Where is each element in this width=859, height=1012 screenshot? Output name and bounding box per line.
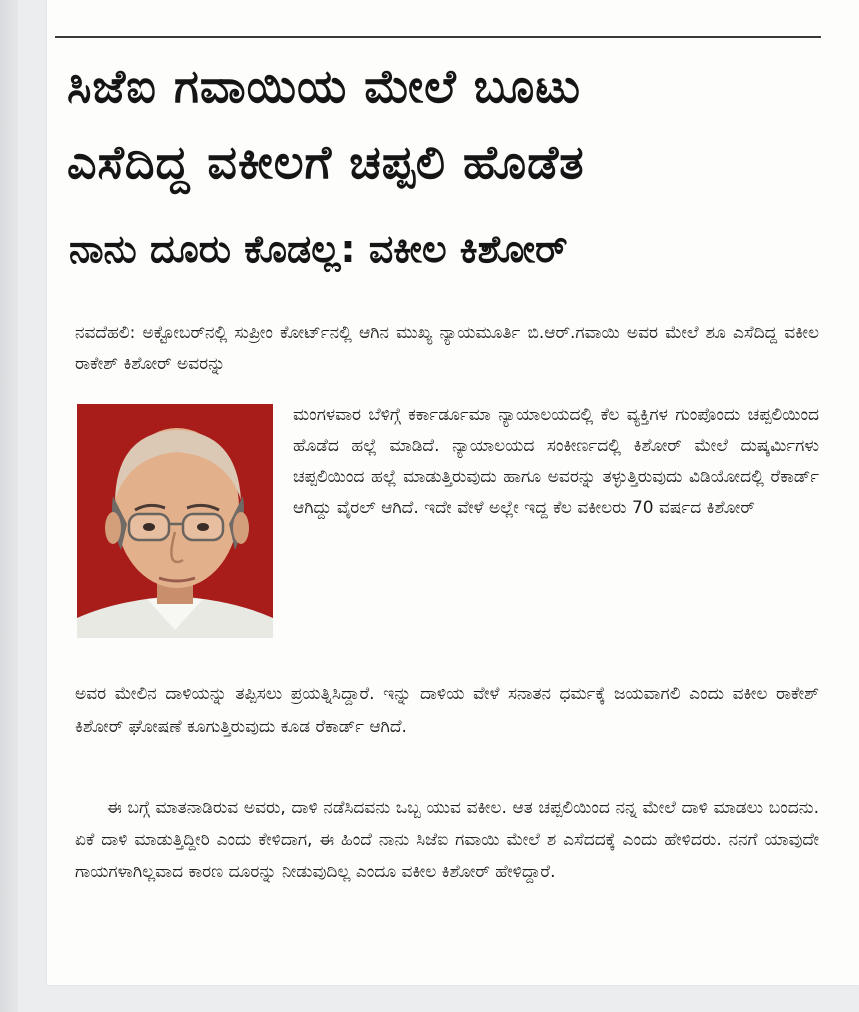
portrait-photo	[77, 404, 273, 638]
headline-line-2: ಎಸೆದಿದ್ದ ವಕೀಲಗೆ ಚಪ್ಪಲಿ ಹೊಡೆತ	[67, 135, 585, 189]
subheadline: ನಾನು ದೂರು ಕೊಡಲ್ಲ: ವಕೀಲ ಕಿಶೋರ್	[69, 227, 568, 271]
article-paragraph-quote: ಈ ಬಗ್ಗೆ ಮಾತನಾಡಿರುವ ಅವರು, ದಾಳಿ ನಡೆಸಿದವನು ಒಬ್ಬ ಯುವ ವಕೀಲ. ಆತ ಚಪ್ಪಲಿಯಿಂದ ನನ್ನ ಮೇಲೆ ದಾಳಿ ಮಾಡಲು ಬಂದನು. ಏಕೆ ದಾಳಿ ಮಾಡುತ್ತಿದ್ದೀರಿ ಎಂದು ಕೇಳಿದಾಗ, ಈ ಹಿಂದೆ ನಾನು ಸಿಜೆಐ ಗವಾಯಿ ಮೇಲೆ ಶ ಎಸೆದದಕ್ಕೆ ಎಂದು ಹೇಳಿದರು. ನನಗೆ ಯಾವುದೇ ಗಾಯಗಳಾಗಿಲ್ಲವಾದ ಕಾರಣ ದೂರನ್ನು ನೀಡುವುದಿಲ್ಲ ಎಂದೂ ವಕೀಲ ಕಿಶೋರ್ ಹೇಳಿದ್ದಾರೆ.	[75, 798, 819, 882]
top-rule	[55, 36, 821, 38]
article-paragraph-continued: ಅವರ ಮೇಲಿನ ದಾಳಿಯನ್ನು ತಪ್ಪಿಸಲು ಪ್ರಯತ್ನಿಸಿದ್ದಾರೆ. ಇನ್ನು ದಾಳಿಯ ವೇಳೆ ಸನಾತನ ಧರ್ಮಕ್ಕೆ ಜಯವಾಗಲಿ ಎಂದು ವಕೀಲ ರಾಕೇಶ್ ಕಿಶೋರ್ ಘೋಷಣೆ ಕೂಗುತ್ತಿರುವುದು ಕೂಡ ರೆಕಾರ್ಡ್ ಆಗಿದೆ.	[75, 684, 819, 737]
headline-line-1: ಸಿಜೆಐ ಗವಾಯಿಯ ಮೇಲೆ ಬೂಟು	[67, 59, 581, 113]
article-paragraph-beside-photo: ಮಂಗಳವಾರ ಬೆಳಿಗ್ಗೆ ಕರ್ಕಾರ್ಡೂಮಾ ನ್ಯಾಯಾಲಯದಲ್ಲಿ ಕೆಲ ವ್ಯಕ್ತಿಗಳ ಗುಂಪೊಂದು ಚಪ್ಪಲಿಯಿಂದ ಹೊಡೆದ ಹಲ್ಲೆ ಮಾಡಿದೆ. ನ್ಯಾಯಾಲಯದ ಸಂಕೀರ್ಣದಲ್ಲಿ ಕಿಶೋರ್ ಮೇಲೆ ದುಷ್ಕರ್ಮಿಗಳು ಚಪ್ಪಲಿಯಿಂದ ಹಲ್ಲೆ ಮಾಡುತ್ತಿರುವುದು ಹಾಗೂ ಅವರನ್ನು ತಳ್ಳುತ್ತಿರುವುದು ವಿಡಿಯೋದಲ್ಲಿ ರೆಕಾರ್ಡ್ ಆಗಿದ್ದು ವೈರಲ್ ಆಗಿದೆ. ಇದೇ ವೇಳೆ ಅಲ್ಲೇ ಇದ್ದ ಕೆಲ ವಕೀಲರು 70 ವರ್ಷದ ಕಿಶೋರ್	[293, 405, 819, 518]
portrait-illustration	[77, 404, 273, 638]
left-margin-strip	[0, 0, 18, 1012]
article-paragraph-intro: ನವದೆಹಲಿ: ಅಕ್ಟೋಬರ್‌ನಲ್ಲಿ ಸುಪ್ರೀಂ ಕೋರ್ಟ್‌ನಲ್ಲಿ ಆಗಿನ ಮುಖ್ಯ ನ್ಯಾಯಮೂರ್ತಿ ಬಿ.ಆರ್.ಗವಾಯಿ ಅವರ ಮೇಲೆ ಶೂ ಎಸೆದಿದ್ದ ವಕೀಲ ರಾಕೇಶ್ ಕಿಶೋರ್ ಅವರನ್ನು	[75, 323, 819, 374]
newspaper-clipping	[47, 0, 859, 985]
